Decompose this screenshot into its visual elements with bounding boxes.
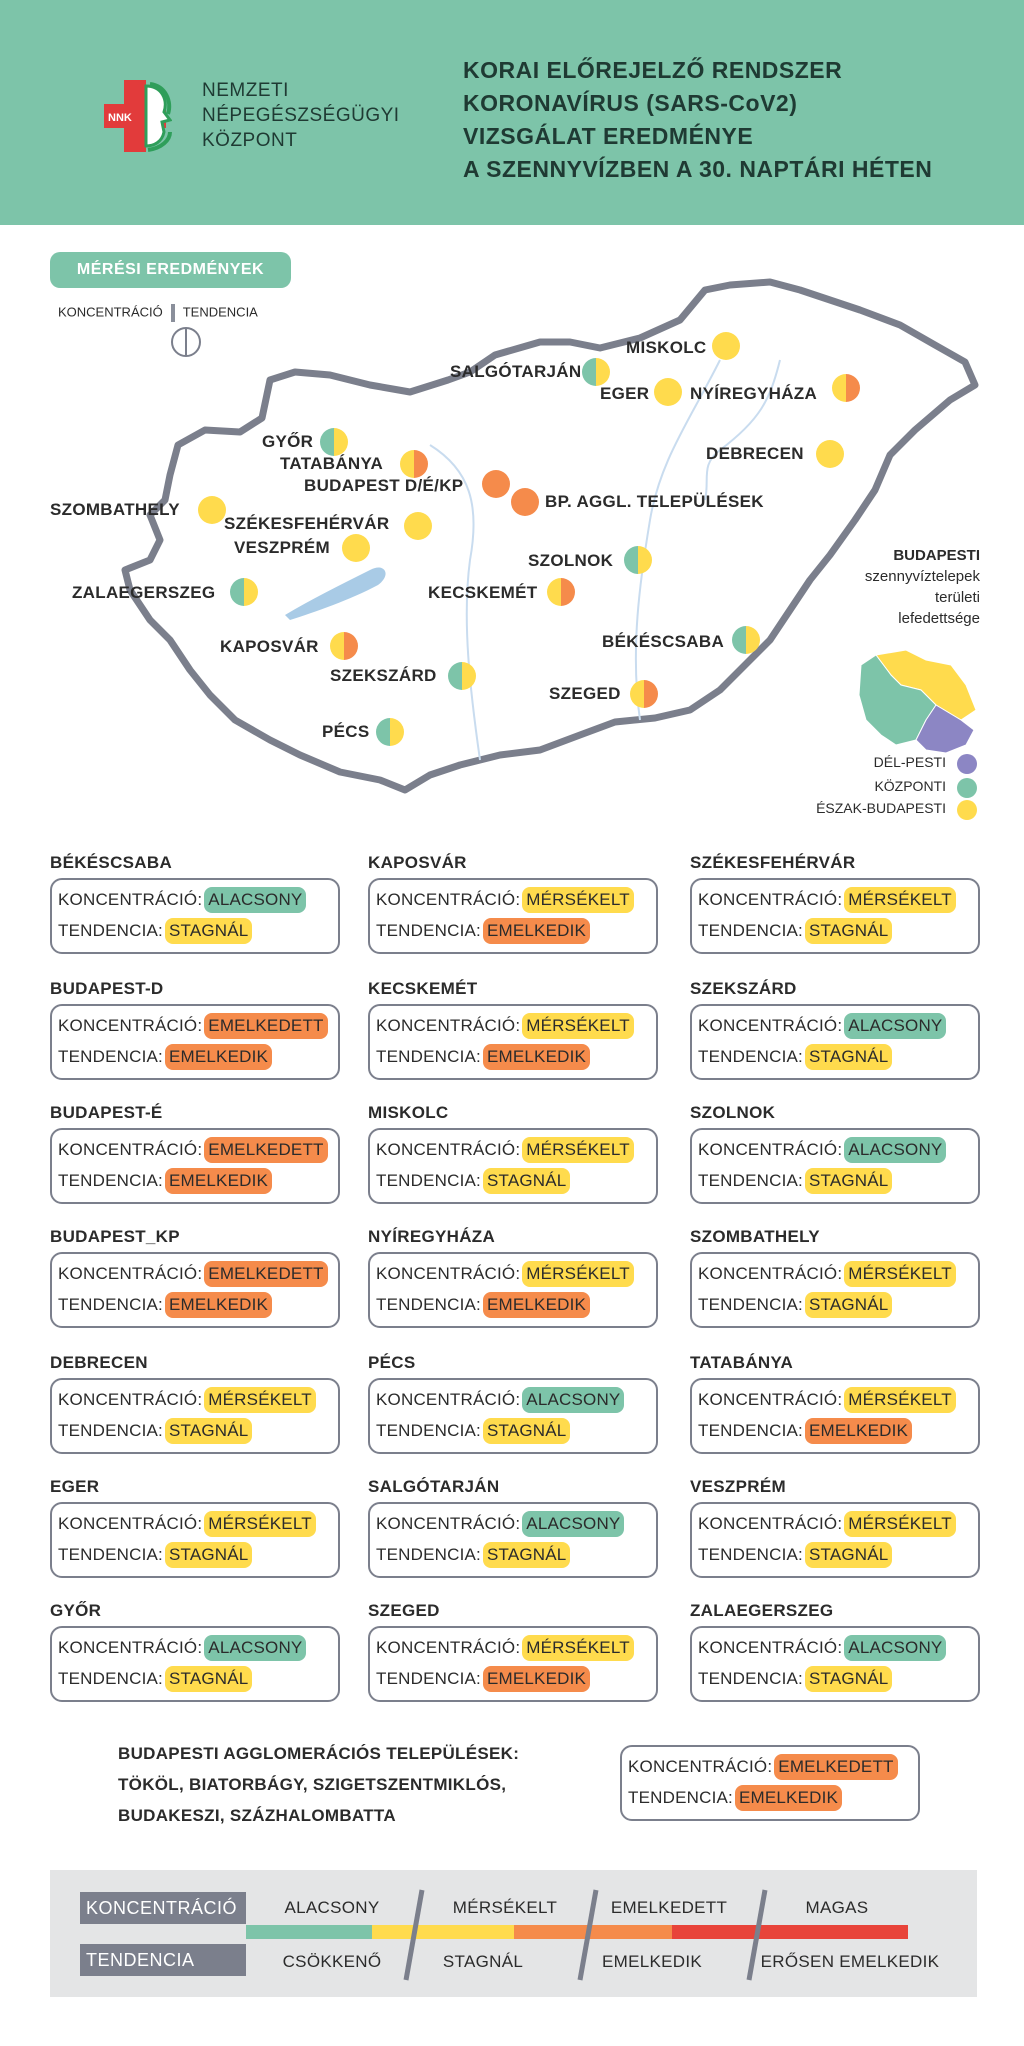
trend-badge: EMELKEDIK bbox=[483, 1666, 590, 1692]
concentration-row bbox=[698, 887, 956, 913]
concentration-badge: ALACSONY bbox=[204, 1635, 306, 1661]
result-card bbox=[368, 1252, 658, 1328]
trend-row bbox=[698, 918, 892, 944]
aggl-line: BUDAPESTI AGGLOMERÁCIÓS TELEPÜLÉSEK: bbox=[118, 1744, 520, 1763]
trend-label: TENDENCIA: bbox=[376, 1171, 481, 1190]
concentration-label: KONCENTRÁCIÓ: bbox=[376, 1390, 521, 1409]
city-status-dot bbox=[230, 578, 258, 606]
trend-badge: EMELKEDIK bbox=[483, 1292, 590, 1318]
result-card bbox=[690, 1378, 980, 1454]
concentration-row bbox=[376, 1635, 634, 1661]
trend-row bbox=[58, 1292, 272, 1318]
trend-row bbox=[58, 1666, 252, 1692]
trend-label: TENDENCIA: bbox=[58, 1047, 163, 1066]
concentration-label: KONCENTRÁCIÓ: bbox=[698, 1390, 843, 1409]
agglomeration-card bbox=[620, 1745, 920, 1821]
trend-label: TENDENCIA: bbox=[376, 1669, 481, 1688]
card-city-name: TATABÁNYA bbox=[690, 1353, 794, 1372]
scale-conc-elevated: EMELKEDETT bbox=[610, 1898, 728, 1917]
concentration-badge: MÉRSÉKELT bbox=[844, 1387, 956, 1413]
org-line: NEMZETI bbox=[202, 80, 289, 101]
scale-trend-rising: EMELKEDIK bbox=[601, 1952, 702, 1971]
city-label: SZOMBATHELY bbox=[50, 500, 180, 519]
trend-badge: STAGNÁL bbox=[165, 918, 253, 944]
aggl-line: BUDAKESZI, SZÁZHALOMBATTA bbox=[118, 1806, 396, 1825]
budapest-minimap bbox=[856, 645, 981, 755]
trend-row bbox=[58, 1168, 272, 1194]
scale-concentration-label: KONCENTRÁCIÓ bbox=[80, 1892, 246, 1924]
trend-row bbox=[58, 918, 252, 944]
result-card bbox=[50, 1128, 340, 1204]
trend-badge: STAGNÁL bbox=[483, 1168, 571, 1194]
scale-trend-stagnant: STAGNÁL bbox=[442, 1952, 524, 1971]
scale-trend-label: TENDENCIA bbox=[80, 1944, 246, 1976]
city-status-dot bbox=[582, 358, 610, 386]
concentration-badge: MÉRSÉKELT bbox=[844, 1511, 956, 1537]
card-city-name: KECSKEMÉT bbox=[368, 979, 478, 998]
trend-badge: STAGNÁL bbox=[805, 1292, 893, 1318]
city-label: SZÉKESFEHÉRVÁR bbox=[224, 514, 390, 533]
result-card bbox=[368, 878, 658, 954]
trend-badge: EMELKEDIK bbox=[735, 1785, 842, 1811]
card-city-name: VESZPRÉM bbox=[690, 1477, 786, 1496]
title-line: VIZSGÁLAT EREDMÉNYE bbox=[463, 123, 754, 149]
hungary-border bbox=[125, 282, 975, 790]
trend-badge: EMELKEDIK bbox=[165, 1044, 272, 1070]
concentration-badge: MÉRSÉKELT bbox=[522, 1013, 634, 1039]
bp-legend-dp-label: DÉL-PESTI bbox=[873, 754, 946, 770]
concentration-row bbox=[376, 887, 634, 913]
title-line: A SZENNYVÍZBEN A 30. NAPTÁRI HÉTEN bbox=[463, 156, 933, 182]
trend-label: TENDENCIA: bbox=[698, 1171, 803, 1190]
concentration-label: KONCENTRÁCIÓ: bbox=[628, 1757, 773, 1776]
trend-label: TENDENCIA: bbox=[628, 1788, 733, 1807]
city-label: DEBRECEN bbox=[706, 444, 804, 463]
city-status-dot bbox=[342, 534, 370, 562]
trend-badge: EMELKEDIK bbox=[805, 1418, 912, 1444]
trend-row bbox=[698, 1418, 912, 1444]
concentration-badge: EMELKEDETT bbox=[204, 1013, 327, 1039]
bp-legend-eb-label: ÉSZAK-BUDAPESTI bbox=[816, 800, 946, 816]
city-label: BP. AGGL. TELEPÜLÉSEK bbox=[545, 492, 764, 511]
city-label: MISKOLC bbox=[626, 338, 707, 357]
concentration-row bbox=[58, 1137, 328, 1163]
concentration-label: KONCENTRÁCIÓ: bbox=[698, 1514, 843, 1533]
city-status-dot bbox=[732, 626, 760, 654]
concentration-badge: MÉRSÉKELT bbox=[522, 1137, 634, 1163]
trend-row bbox=[376, 918, 590, 944]
city-label: BÉKÉSCSABA bbox=[602, 632, 725, 651]
trend-label: TENDENCIA: bbox=[698, 1295, 803, 1314]
trend-label: TENDENCIA: bbox=[698, 1421, 803, 1440]
budapest-legend-line: szennyvíztelepek bbox=[864, 568, 980, 585]
concentration-row bbox=[376, 1013, 634, 1039]
concentration-label: KONCENTRÁCIÓ: bbox=[376, 1016, 521, 1035]
concentration-badge: MÉRSÉKELT bbox=[204, 1387, 316, 1413]
concentration-row bbox=[58, 1013, 328, 1039]
scale-trend-decreasing: CSÖKKENŐ bbox=[282, 1952, 382, 1971]
concentration-row bbox=[376, 1261, 634, 1287]
result-card bbox=[690, 1626, 980, 1702]
card-city-name: BUDAPEST-É bbox=[50, 1103, 163, 1122]
trend-badge: EMELKEDIK bbox=[165, 1168, 272, 1194]
concentration-label: KONCENTRÁCIÓ: bbox=[58, 1638, 203, 1657]
nnk-logo bbox=[104, 80, 172, 152]
aggl-line: TÖKÖL, BIATORBÁGY, SZIGETSZENTMIKLÓS, bbox=[118, 1775, 507, 1794]
city-status-dot bbox=[816, 440, 844, 468]
concentration-row bbox=[58, 1387, 316, 1413]
trend-label: TENDENCIA: bbox=[698, 1047, 803, 1066]
trend-label: TENDENCIA: bbox=[58, 1545, 163, 1564]
city-label: ZALAEGERSZEG bbox=[72, 583, 216, 602]
concentration-badge: MÉRSÉKELT bbox=[844, 887, 956, 913]
concentration-label: KONCENTRÁCIÓ: bbox=[58, 1390, 203, 1409]
concentration-label: KONCENTRÁCIÓ: bbox=[376, 1638, 521, 1657]
card-city-name: SALGÓTARJÁN bbox=[368, 1477, 500, 1496]
bp-legend-eb-dot bbox=[957, 800, 977, 820]
trend-label: TENDENCIA: bbox=[58, 1171, 163, 1190]
result-card bbox=[50, 1626, 340, 1702]
card-city-name: SZEGED bbox=[368, 1601, 440, 1620]
trend-row bbox=[376, 1666, 590, 1692]
city-label: SZEGED bbox=[549, 684, 621, 703]
city-label: SALGÓTARJÁN bbox=[450, 362, 582, 381]
concentration-row bbox=[698, 1387, 956, 1413]
concentration-label: KONCENTRÁCIÓ: bbox=[58, 1264, 203, 1283]
city-status-dot bbox=[712, 332, 740, 360]
card-city-name: SZÉKESFEHÉRVÁR bbox=[690, 853, 856, 872]
card-city-name: PÉCS bbox=[368, 1353, 416, 1372]
bp-legend-kp-label: KÖZPONTI bbox=[874, 778, 946, 794]
concentration-row bbox=[376, 1511, 624, 1537]
city-status-dot bbox=[198, 496, 226, 524]
trend-label: TENDENCIA: bbox=[376, 1295, 481, 1314]
card-city-name: KAPOSVÁR bbox=[368, 853, 467, 872]
concentration-row bbox=[698, 1137, 946, 1163]
city-status-dot bbox=[448, 662, 476, 690]
trend-row bbox=[376, 1418, 570, 1444]
result-card bbox=[50, 1502, 340, 1578]
trend-label: TENDENCIA: bbox=[376, 1421, 481, 1440]
trend-key-label: TENDENCIA bbox=[182, 304, 258, 320]
card-city-name: BUDAPEST_KP bbox=[50, 1227, 180, 1246]
scale-trend-strongly-rising: ERŐSEN EMELKEDIK bbox=[760, 1952, 940, 1971]
card-city-name: DEBRECEN bbox=[50, 1353, 148, 1372]
trend-row bbox=[698, 1168, 892, 1194]
trend-row bbox=[58, 1044, 272, 1070]
concentration-label: KONCENTRÁCIÓ: bbox=[58, 1514, 203, 1533]
svg-text:NNK: NNK bbox=[108, 112, 132, 124]
result-card bbox=[368, 1378, 658, 1454]
city-status-dot bbox=[624, 546, 652, 574]
trend-badge: STAGNÁL bbox=[165, 1542, 253, 1568]
city-status-dot bbox=[330, 632, 358, 660]
city-status-dot bbox=[511, 488, 539, 516]
city-status-dot bbox=[630, 680, 658, 708]
trend-row bbox=[376, 1168, 570, 1194]
scale-conc-low: ALACSONY bbox=[284, 1898, 380, 1917]
trend-badge: STAGNÁL bbox=[483, 1542, 571, 1568]
city-status-dot bbox=[320, 428, 348, 456]
card-city-name: BUDAPEST-D bbox=[50, 979, 164, 998]
card-city-name: NYÍREGYHÁZA bbox=[368, 1227, 496, 1246]
result-card bbox=[50, 1004, 340, 1080]
trend-row bbox=[628, 1785, 842, 1811]
result-card bbox=[50, 878, 340, 954]
card-city-name: GYŐR bbox=[50, 1601, 102, 1620]
scale-conc-moderate: MÉRSÉKELT bbox=[452, 1898, 558, 1917]
scale-legend bbox=[50, 1870, 977, 1997]
city-status-dot bbox=[654, 378, 682, 406]
result-card bbox=[368, 1128, 658, 1204]
concentration-label: KONCENTRÁCIÓ: bbox=[376, 890, 521, 909]
concentration-row bbox=[698, 1635, 946, 1661]
header bbox=[0, 0, 1024, 225]
bp-legend-dp-dot bbox=[957, 754, 977, 774]
trend-badge: STAGNÁL bbox=[165, 1666, 253, 1692]
concentration-badge: MÉRSÉKELT bbox=[522, 1261, 634, 1287]
city-label: VESZPRÉM bbox=[234, 538, 330, 557]
trend-label: TENDENCIA: bbox=[376, 1047, 481, 1066]
trend-badge: STAGNÁL bbox=[805, 918, 893, 944]
city-status-dot bbox=[832, 374, 860, 402]
city-status-dot bbox=[482, 470, 510, 498]
concentration-badge: ALACSONY bbox=[204, 887, 306, 913]
page-title bbox=[463, 54, 932, 186]
trend-row bbox=[376, 1044, 590, 1070]
result-card bbox=[368, 1004, 658, 1080]
trend-label: TENDENCIA: bbox=[58, 1421, 163, 1440]
scale-bar bbox=[50, 1870, 977, 1997]
concentration-row bbox=[698, 1261, 956, 1287]
concentration-label: KONCENTRÁCIÓ: bbox=[698, 1264, 843, 1283]
city-label: NYÍREGYHÁZA bbox=[690, 384, 818, 403]
city-label: KAPOSVÁR bbox=[220, 637, 319, 656]
result-card bbox=[368, 1502, 658, 1578]
result-card bbox=[690, 1502, 980, 1578]
city-label: TATABÁNYA bbox=[280, 454, 384, 473]
city-label: SZEKSZÁRD bbox=[330, 666, 437, 685]
card-city-name: MISKOLC bbox=[368, 1103, 449, 1122]
concentration-badge: ALACSONY bbox=[844, 1137, 946, 1163]
result-card bbox=[690, 1128, 980, 1204]
trend-label: TENDENCIA: bbox=[698, 921, 803, 940]
card-city-name: BÉKÉSCSABA bbox=[50, 853, 173, 872]
trend-row bbox=[376, 1292, 590, 1318]
concentration-label: KONCENTRÁCIÓ: bbox=[58, 1016, 203, 1035]
org-line: KÖZPONT bbox=[202, 130, 298, 151]
budapest-coverage-legend bbox=[855, 545, 980, 629]
card-city-name: SZEKSZÁRD bbox=[690, 979, 797, 998]
trend-row bbox=[698, 1666, 892, 1692]
trend-label: TENDENCIA: bbox=[58, 1295, 163, 1314]
trend-badge: STAGNÁL bbox=[805, 1168, 893, 1194]
trend-label: TENDENCIA: bbox=[376, 921, 481, 940]
concentration-label: KONCENTRÁCIÓ: bbox=[698, 1140, 843, 1159]
city-label: PÉCS bbox=[322, 722, 370, 741]
city-label: BUDAPEST D/É/KP bbox=[304, 476, 464, 495]
trend-badge: EMELKEDIK bbox=[483, 1044, 590, 1070]
trend-row bbox=[376, 1542, 570, 1568]
concentration-badge: EMELKEDETT bbox=[204, 1137, 327, 1163]
trend-badge: STAGNÁL bbox=[805, 1666, 893, 1692]
concentration-label: KONCENTRÁCIÓ: bbox=[58, 890, 203, 909]
concentration-badge: ALACSONY bbox=[522, 1387, 624, 1413]
card-city-name: EGER bbox=[50, 1477, 100, 1496]
trend-badge: STAGNÁL bbox=[483, 1418, 571, 1444]
concentration-label: KONCENTRÁCIÓ: bbox=[376, 1140, 521, 1159]
city-status-dot bbox=[547, 578, 575, 606]
concentration-row bbox=[376, 1137, 634, 1163]
trend-row bbox=[58, 1542, 252, 1568]
measurement-results-pill: MÉRÉSI EREDMÉNYEK bbox=[50, 252, 291, 288]
budapest-legend-line: területi bbox=[934, 589, 980, 606]
trend-label: TENDENCIA: bbox=[58, 921, 163, 940]
concentration-row bbox=[628, 1754, 898, 1780]
card-city-name: SZOMBATHELY bbox=[690, 1227, 820, 1246]
card-city-name: SZOLNOK bbox=[690, 1103, 776, 1122]
concentration-badge: MÉRSÉKELT bbox=[204, 1511, 316, 1537]
concentration-badge: EMELKEDETT bbox=[774, 1754, 897, 1780]
trend-badge: STAGNÁL bbox=[165, 1418, 253, 1444]
trend-label: TENDENCIA: bbox=[698, 1669, 803, 1688]
city-label: SZOLNOK bbox=[528, 551, 614, 570]
result-card bbox=[50, 1378, 340, 1454]
card-city-name: ZALAEGERSZEG bbox=[690, 1601, 834, 1620]
result-card bbox=[50, 1252, 340, 1328]
trend-row bbox=[698, 1044, 892, 1070]
city-label: GYŐR bbox=[262, 432, 314, 451]
agglomeration-text bbox=[118, 1738, 519, 1831]
trend-label: TENDENCIA: bbox=[376, 1545, 481, 1564]
concentration-badge: ALACSONY bbox=[522, 1511, 624, 1537]
concentration-label: KONCENTRÁCIÓ: bbox=[376, 1514, 521, 1533]
result-card bbox=[690, 1252, 980, 1328]
trend-row bbox=[698, 1542, 892, 1568]
concentration-row bbox=[698, 1013, 946, 1039]
org-line: NÉPEGÉSZSÉGÜGYI bbox=[202, 105, 400, 126]
concentration-badge: MÉRSÉKELT bbox=[522, 887, 634, 913]
trend-badge: STAGNÁL bbox=[805, 1542, 893, 1568]
concentration-row bbox=[58, 1635, 306, 1661]
concentration-key-label: KONCENTRÁCIÓ bbox=[58, 304, 163, 320]
city-label: KECSKEMÉT bbox=[428, 583, 538, 602]
city-status-dot bbox=[400, 450, 428, 478]
concentration-label: KONCENTRÁCIÓ: bbox=[698, 1638, 843, 1657]
city-status-dot bbox=[376, 718, 404, 746]
concentration-row bbox=[376, 1387, 624, 1413]
budapest-legend-title: BUDAPESTI bbox=[893, 547, 980, 564]
concentration-badge: MÉRSÉKELT bbox=[522, 1635, 634, 1661]
title-line: KORAI ELŐREJELZŐ RENDSZER bbox=[463, 57, 843, 83]
concentration-badge: EMELKEDETT bbox=[204, 1261, 327, 1287]
trend-badge: EMELKEDIK bbox=[483, 918, 590, 944]
concentration-badge: ALACSONY bbox=[844, 1013, 946, 1039]
concentration-badge: MÉRSÉKELT bbox=[844, 1261, 956, 1287]
result-card bbox=[368, 1626, 658, 1702]
city-status-dot bbox=[404, 512, 432, 540]
concentration-label: KONCENTRÁCIÓ: bbox=[376, 1264, 521, 1283]
concentration-label: KONCENTRÁCIÓ: bbox=[698, 1016, 843, 1035]
trend-badge: EMELKEDIK bbox=[165, 1292, 272, 1318]
trend-badge: STAGNÁL bbox=[805, 1044, 893, 1070]
concentration-row bbox=[58, 1511, 316, 1537]
concentration-row bbox=[58, 1261, 328, 1287]
city-label: EGER bbox=[600, 384, 650, 403]
concentration-label: KONCENTRÁCIÓ: bbox=[698, 890, 843, 909]
trend-label: TENDENCIA: bbox=[698, 1545, 803, 1564]
scale-conc-high: MAGAS bbox=[805, 1898, 869, 1917]
concentration-row bbox=[58, 887, 306, 913]
budapest-legend-line: lefedettsége bbox=[898, 610, 980, 627]
title-line: KORONAVÍRUS (SARS-CoV2) bbox=[463, 90, 798, 116]
result-card bbox=[690, 1004, 980, 1080]
trend-label: TENDENCIA: bbox=[58, 1669, 163, 1688]
trend-row bbox=[698, 1292, 892, 1318]
concentration-row bbox=[698, 1511, 956, 1537]
trend-row bbox=[58, 1418, 252, 1444]
concentration-badge: ALACSONY bbox=[844, 1635, 946, 1661]
result-card bbox=[690, 878, 980, 954]
organization-name bbox=[202, 78, 400, 153]
concentration-label: KONCENTRÁCIÓ: bbox=[58, 1140, 203, 1159]
bp-legend-kp-dot bbox=[957, 778, 977, 798]
